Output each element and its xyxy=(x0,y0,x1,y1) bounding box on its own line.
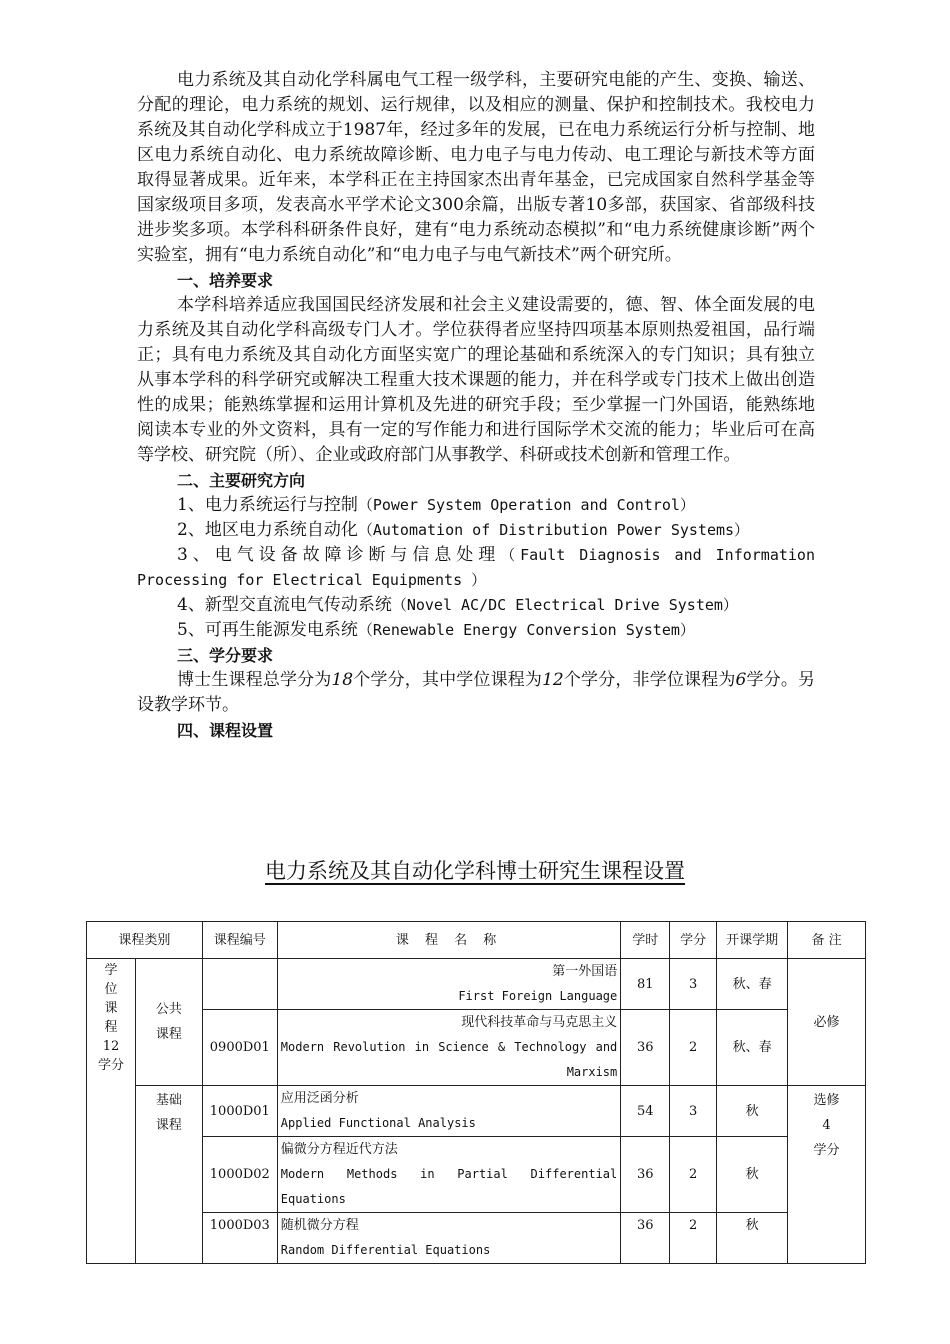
direction-cn: 1、电力系统运行与控制 xyxy=(177,495,358,515)
document-body xyxy=(137,68,815,743)
course-name-cn: 现代科技革命与马克思主义 xyxy=(461,1015,618,1030)
course-name-en: Modern Methods in Partial Differential Equations xyxy=(280,1167,618,1206)
course-hours: 36 xyxy=(621,1213,670,1264)
table-title-text: 电力系统及其自动化学科博士研究生课程设置 xyxy=(265,859,685,883)
table-row xyxy=(87,959,866,1010)
course-code: 1000D01 xyxy=(202,1086,277,1137)
header-name: 课 程 名 称 xyxy=(277,922,620,959)
header-remark: 备 注 xyxy=(788,922,866,959)
course-hours: 81 xyxy=(621,959,670,1010)
course-name-en: First Foreign Language xyxy=(458,989,618,1003)
direction-cn: 3、电气设备故障诊断与信息处理 xyxy=(177,545,501,565)
course-term: 秋 xyxy=(717,1086,788,1137)
table-title xyxy=(0,856,950,886)
course-code: 1000D02 xyxy=(202,1137,277,1213)
direction-en: （Renewable Energy Conversion System） xyxy=(357,621,695,639)
table-row xyxy=(87,1213,866,1264)
direction-item xyxy=(137,593,815,618)
course-term: 秋、春 xyxy=(717,1010,788,1086)
section1-heading: 一、培养要求 xyxy=(177,271,274,290)
course-name-en: Applied Functional Analysis xyxy=(280,1116,476,1130)
direction-cn: 5、可再生能源发电系统 xyxy=(177,620,358,640)
non-degree-credits: 6 xyxy=(735,670,747,690)
course-code: 1000D03 xyxy=(202,1213,277,1264)
course-name-en: Modern Revolution in Science & Technology and Marxism xyxy=(280,1040,618,1079)
remark-required: 必修 xyxy=(788,959,866,1086)
total-credits: 18 xyxy=(331,670,354,690)
course-credits: 2 xyxy=(670,1010,717,1086)
section4-heading: 四、课程设置 xyxy=(177,721,274,740)
course-code: 0900D01 xyxy=(202,1010,277,1086)
section3-text xyxy=(137,668,815,718)
direction-item xyxy=(137,518,815,543)
direction-item xyxy=(137,543,815,593)
course-name xyxy=(277,1010,620,1086)
credit-text: 个学分，非学位课程为 xyxy=(563,670,736,690)
table-header-row xyxy=(87,922,866,959)
direction-en: （Fault Diagnosis and Information Processing for Electrical Equipments ） xyxy=(137,546,815,589)
degree-credits: 12 xyxy=(542,670,564,690)
section1-text: 本学科培养适应我国国民经济发展和社会主义建设需要的，德、智、体全面发展的电力系统及其自动化学科高级专门人才。学位获得者应坚持四项基本原则热爱祖国，品行端正；具有电力系统及其自动化方面坚实宽广的理论基础和系统深入的专门知识；具有独立从事本学科的科学研究或解决工程重大技术课题的能力，并在科学或专门技术上做出创造性的成果；能熟练掌握和运用计算机及先进的研究手段；至少掌握一门外国语，能熟练地阅读本专业的外文资料，具有一定的写作能力和进行国际学术交流的能力；毕业后可在高等学校、研究院（所）、企业或政府部门从事教学、科研或技术创新和管理工作。 xyxy=(137,295,815,465)
direction-item xyxy=(137,493,815,518)
direction-en: （Novel AC/DC Electrical Drive System） xyxy=(391,596,738,614)
group-public: 公共 课程 xyxy=(135,959,202,1086)
header-credits: 学分 xyxy=(670,922,717,959)
credit-text: 学分。另设教学环节。 xyxy=(137,670,816,715)
section3-heading: 三、学分要求 xyxy=(177,646,274,665)
table-row xyxy=(87,1010,866,1086)
course-name-cn: 随机微分方程 xyxy=(280,1218,359,1233)
course-term: 秋 xyxy=(717,1213,788,1264)
course-credits: 3 xyxy=(670,959,717,1010)
course-table xyxy=(86,921,866,1264)
course-hours: 36 xyxy=(621,1010,670,1086)
direction-cn: 2、地区电力系统自动化 xyxy=(177,520,358,540)
course-name-cn: 偏微分方程近代方法 xyxy=(280,1142,398,1157)
header-category: 课程类别 xyxy=(87,922,203,959)
group-basic: 基础 课程 xyxy=(135,1086,202,1264)
course-term: 秋、春 xyxy=(717,959,788,1010)
remark-elective: 选修 4 学分 xyxy=(788,1086,866,1264)
degree-course-label: 学 位 课 程 12 学分 xyxy=(87,959,136,1264)
intro-paragraph: 电力系统及其自动化学科属电气工程一级学科，主要研究电能的产生、变换、输送、分配的理论，电力系统的规划、运行规律，以及相应的测量、保护和控制技术。我校电力系统及其自动化学科成立于1987年，经过多年的发展，已在电力系统运行分析与控制、地区电力系统自动化、电力系统故障诊断、电力电子与电力传动、电工理论与新技术等方面取得显著成果。近年来，本学科正在主持国家杰出青年基金，已完成国家自然科学基金等国家级项目多项，发表高水平学术论文300余篇，出版专著10多部，获国家、省部级科技进步奖多项。本学科科研条件良好，建有“电力系统动态模拟”和“电力系统健康诊断”两个实验室，拥有“电力系统自动化”和“电力电子与电气新技术”两个研究所。 xyxy=(137,70,815,265)
course-name-cn: 第一外国语 xyxy=(552,964,618,979)
course-name xyxy=(277,1086,620,1137)
course-name xyxy=(277,1213,620,1264)
direction-en: （Power System Operation and Control） xyxy=(357,496,695,514)
credit-text: 博士生课程总学分为 xyxy=(177,670,332,690)
course-credits: 2 xyxy=(670,1137,717,1213)
course-name-en: Random Differential Equations xyxy=(280,1243,491,1257)
header-term: 开课学期 xyxy=(717,922,788,959)
direction-cn: 4、新型交直流电气传动系统 xyxy=(177,595,392,615)
header-hours: 学时 xyxy=(621,922,670,959)
section2-heading: 二、主要研究方向 xyxy=(177,471,306,490)
course-code xyxy=(202,959,277,1010)
course-name-cn: 应用泛函分析 xyxy=(280,1091,359,1106)
table-row xyxy=(87,1086,866,1137)
course-name xyxy=(277,1137,620,1213)
credit-text: 个学分，其中学位课程为 xyxy=(353,670,543,690)
direction-item xyxy=(137,618,815,643)
course-hours: 54 xyxy=(621,1086,670,1137)
table-row xyxy=(87,1137,866,1213)
course-term: 秋 xyxy=(717,1137,788,1213)
course-name xyxy=(277,959,620,1010)
header-code: 课程编号 xyxy=(202,922,277,959)
direction-en: （Automation of Distribution Power Systems） xyxy=(357,521,750,539)
course-hours: 36 xyxy=(621,1137,670,1213)
course-credits: 3 xyxy=(670,1086,717,1137)
course-credits: 2 xyxy=(670,1213,717,1264)
